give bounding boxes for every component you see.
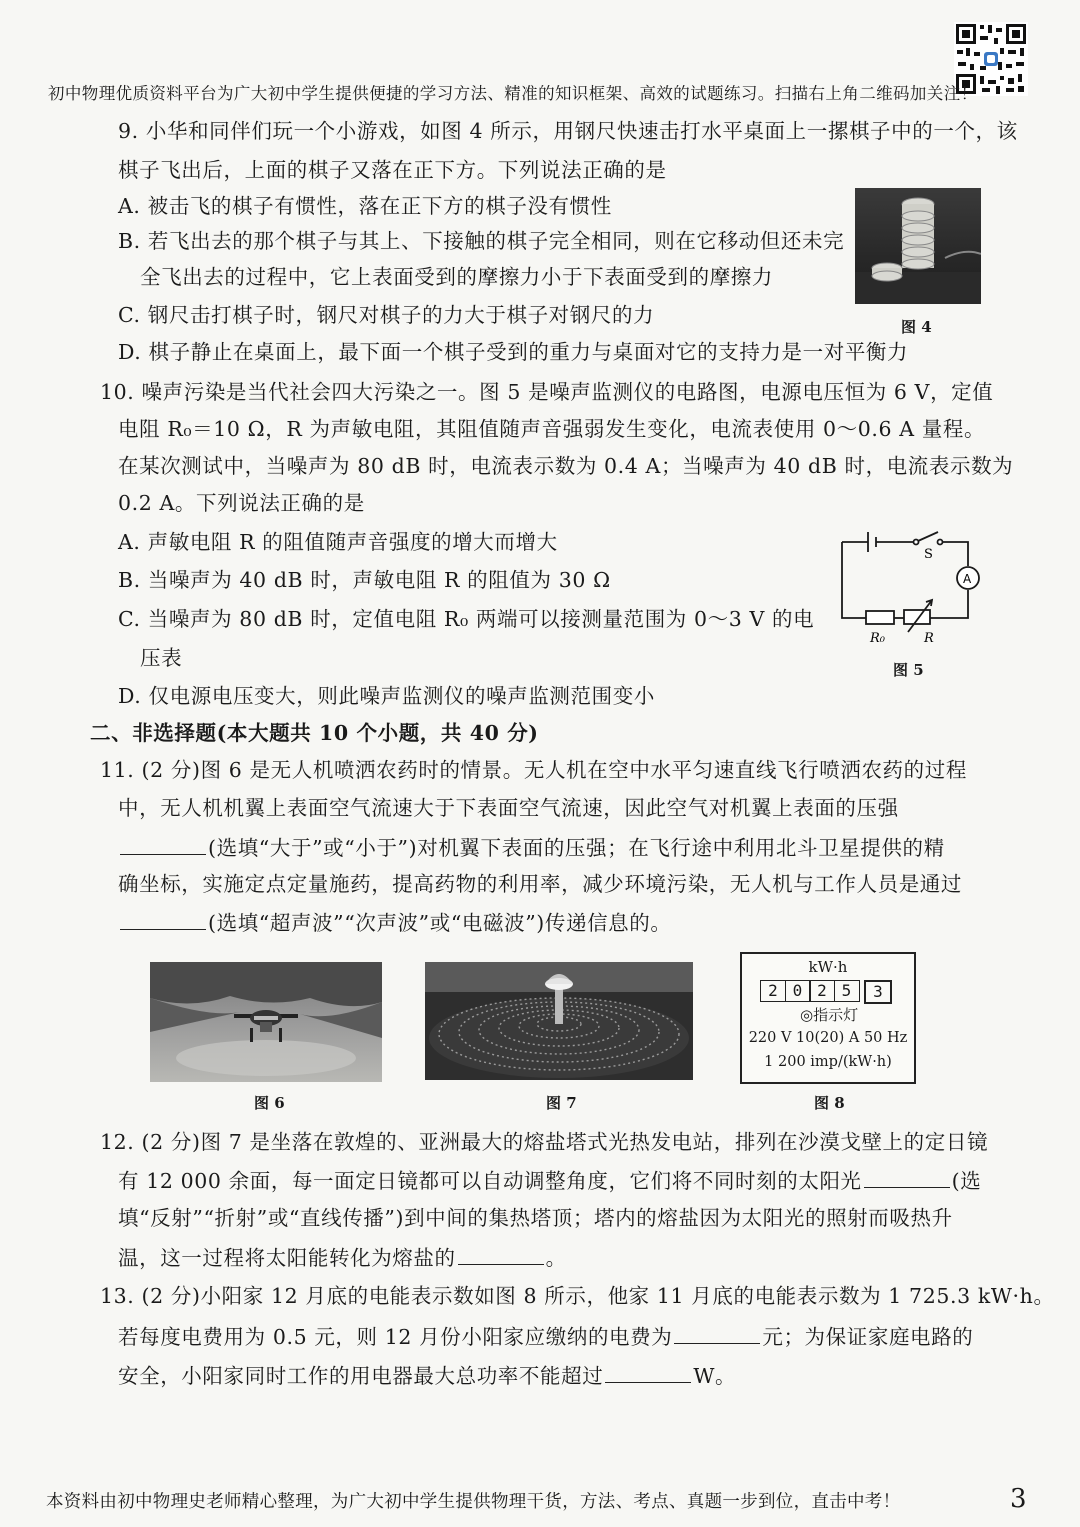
q11-blank-1[interactable] [120,836,206,855]
q13-blank-2[interactable] [605,1364,691,1383]
meter-spec-voltage: 220 V 10(20) A 50 Hz [748,1030,908,1046]
q11-line-1: 11. (2 分)图 6 是无人机喷洒农药时的情景。无人机在空中水平匀速直线飞行喷洒农药的过程 [100,758,967,782]
figure-5-circuit-diagram [830,524,990,652]
q11-line-4: 确坐标，实施定点定量施药，提高药物的利用率，减少环境污染，无人机与工作人员是通过 [118,872,962,896]
footer-banner: 本资料由初中物理史老师精心整理，为广大初中学生提供物理干货，方法、考点、真题一步到位，直击中考！ [46,1492,901,1512]
q9-option-b-2: 全飞出去的过程中，它上表面受到的摩擦力小于下表面受到的摩擦力 [140,265,773,289]
q11-blank-2[interactable] [120,911,206,930]
meter-digit: 5 [834,980,860,1002]
section-2-title: 二、非选择题(本大题共 10 个小题，共 40 分) [90,721,539,745]
meter-digit-decimal: 3 [864,980,892,1004]
figure-8-electric-meter [740,952,916,1084]
q12-line-4 [118,1246,567,1269]
q13-blank-1[interactable] [674,1325,760,1344]
q12-line-2-text: 有 12 000 余面，每一面定日镜都可以自动调整角度，它们将不同时刻的太阳光 [118,1169,862,1193]
figure-8-caption: 图 8 [814,1094,845,1112]
q13-line-3-tail: W。 [693,1364,737,1388]
q10-stem-2: 电阻 R₀＝10 Ω，R 为声敏电阻，其阻值随声音强弱发生变化，电流表使用 0～0.6 A 量程。 [118,417,986,441]
figure-6-drone-photo [150,962,382,1082]
circuit-label-r0: R₀ [870,631,885,646]
q10-option-b: B. 当噪声为 40 dB 时，声敏电阻 R 的阻值为 30 Ω [118,568,611,592]
q9-option-a: A. 被击飞的棋子有惯性，落在正下方的棋子没有惯性 [118,194,612,218]
q12-line-2 [118,1169,981,1192]
q11-line-3 [118,836,945,859]
q13-line-2-tail: 元；为保证家庭电路的 [762,1325,974,1349]
circuit-label-ammeter: A [963,572,972,586]
q10-option-a: A. 声敏电阻 R 的阻值随声音强度的增大而增大 [118,530,558,554]
figure-7-caption: 图 7 [546,1094,577,1112]
meter-indicator-label: ◎指示灯 [800,1006,859,1024]
meter-spec-impulse: 1 200 imp/(kW·h) [764,1054,892,1070]
q12-line-4-tail: 。 [545,1246,567,1270]
q9-stem-1: 9. 小华和同伴们玩一个小游戏，如图 4 所示，用钢尺快速击打水平桌面上一摞棋子中的一个，该 [118,119,1018,143]
q10-stem-3: 在某次测试中，当噪声为 80 dB 时，电流表示数为 0.4 A；当噪声为 40 dB 时，电流表示数为 [118,454,1014,478]
meter-digit: 2 [760,980,786,1002]
q9-stem-2: 棋子飞出后，上面的棋子又落在正下方。下列说法正确的是 [118,158,667,182]
q13-line-3-text: 安全，小阳家同时工作的用电器最大总功率不能超过 [118,1364,604,1388]
q12-line-3: 填“反射”“折射”或“直线传播”)到中间的集热塔顶；塔内的熔盐因为太阳光的照射而吸热升 [118,1206,953,1230]
q12-line-4-text: 温，这一过程将太阳能转化为熔盐的 [118,1246,456,1270]
q11-line-2: 中，无人机机翼上表面空气流速大于下表面空气流速，因此空气对机翼上表面的压强 [118,796,899,820]
q12-line-2-tail: (选 [951,1169,982,1193]
q11-line-5-text: (选填“超声波”“次声波”或“电磁波”)传递信息的。 [208,911,672,935]
circuit-label-r: R [924,631,934,646]
circuit-label-switch: S [924,547,933,562]
q9-option-b-1: B. 若飞出去的那个棋子与其上、下接触的棋子完全相同，则在它移动但还未完 [118,229,845,253]
q11-line-3-text: (选填“大于”或“小于”)对机翼下表面的压强；在飞行途中利用北斗卫星提供的精 [208,836,945,860]
q13-line-2-text: 若每度电费用为 0.5 元，则 12 月份小阳家应缴纳的电费为 [118,1325,673,1349]
page-number: 3 [1010,1484,1027,1514]
q10-option-c-1: C. 当噪声为 80 dB 时，定值电阻 R₀ 两端可以接测量范围为 0～3 V 的电 [118,607,815,631]
q10-stem-1: 10. 噪声污染是当代社会四大污染之一。图 5 是噪声监测仪的电路图，电源电压恒为 6 V，定值 [100,380,994,404]
q10-option-c-2: 压表 [140,646,183,670]
q9-option-c: C. 钢尺击打棋子时，钢尺对棋子的力大于棋子对钢尺的力 [118,303,655,327]
q12-blank-1[interactable] [864,1169,950,1188]
q13-line-2 [118,1325,973,1348]
q10-stem-4: 0.2 A。下列说法正确的是 [118,491,365,515]
meter-digit: 2 [809,980,835,1002]
q12-line-1: 12. (2 分)图 7 是坐落在敦煌的、亚洲最大的熔盐塔式光热发电站，排列在沙漠戈壁上的定日镜 [100,1130,989,1154]
figure-4-chess-stack-photo [855,188,981,304]
q11-line-5 [118,911,671,934]
q10-option-d: D. 仅电源电压变大，则此噪声监测仪的噪声监测范围变小 [118,684,655,708]
figure-4-caption: 图 4 [901,318,932,336]
q9-option-d: D. 棋子静止在桌面上，最下面一个棋子受到的重力与桌面对它的支持力是一对平衡力 [118,340,909,364]
figure-5-caption: 图 5 [893,661,924,679]
figure-6-caption: 图 6 [254,1094,285,1112]
q13-line-3 [118,1364,736,1387]
figure-7-solar-plant-photo [425,962,693,1080]
meter-unit-label: kW·h [808,958,848,976]
q12-blank-2[interactable] [458,1246,544,1265]
meter-digit: 0 [785,980,811,1002]
q13-line-1: 13. (2 分)小阳家 12 月底的电能表示数如图 8 所示，他家 11 月底的电能表示数为 1 725.3 kW·h。 [100,1284,1055,1308]
header-banner: 初中物理优质资料平台为广大初中学生提供便捷的学习方法、精准的知识框架、高效的试题练习。扫描右上角二维码加关注！ [48,84,978,103]
meter-digits [760,980,891,1004]
